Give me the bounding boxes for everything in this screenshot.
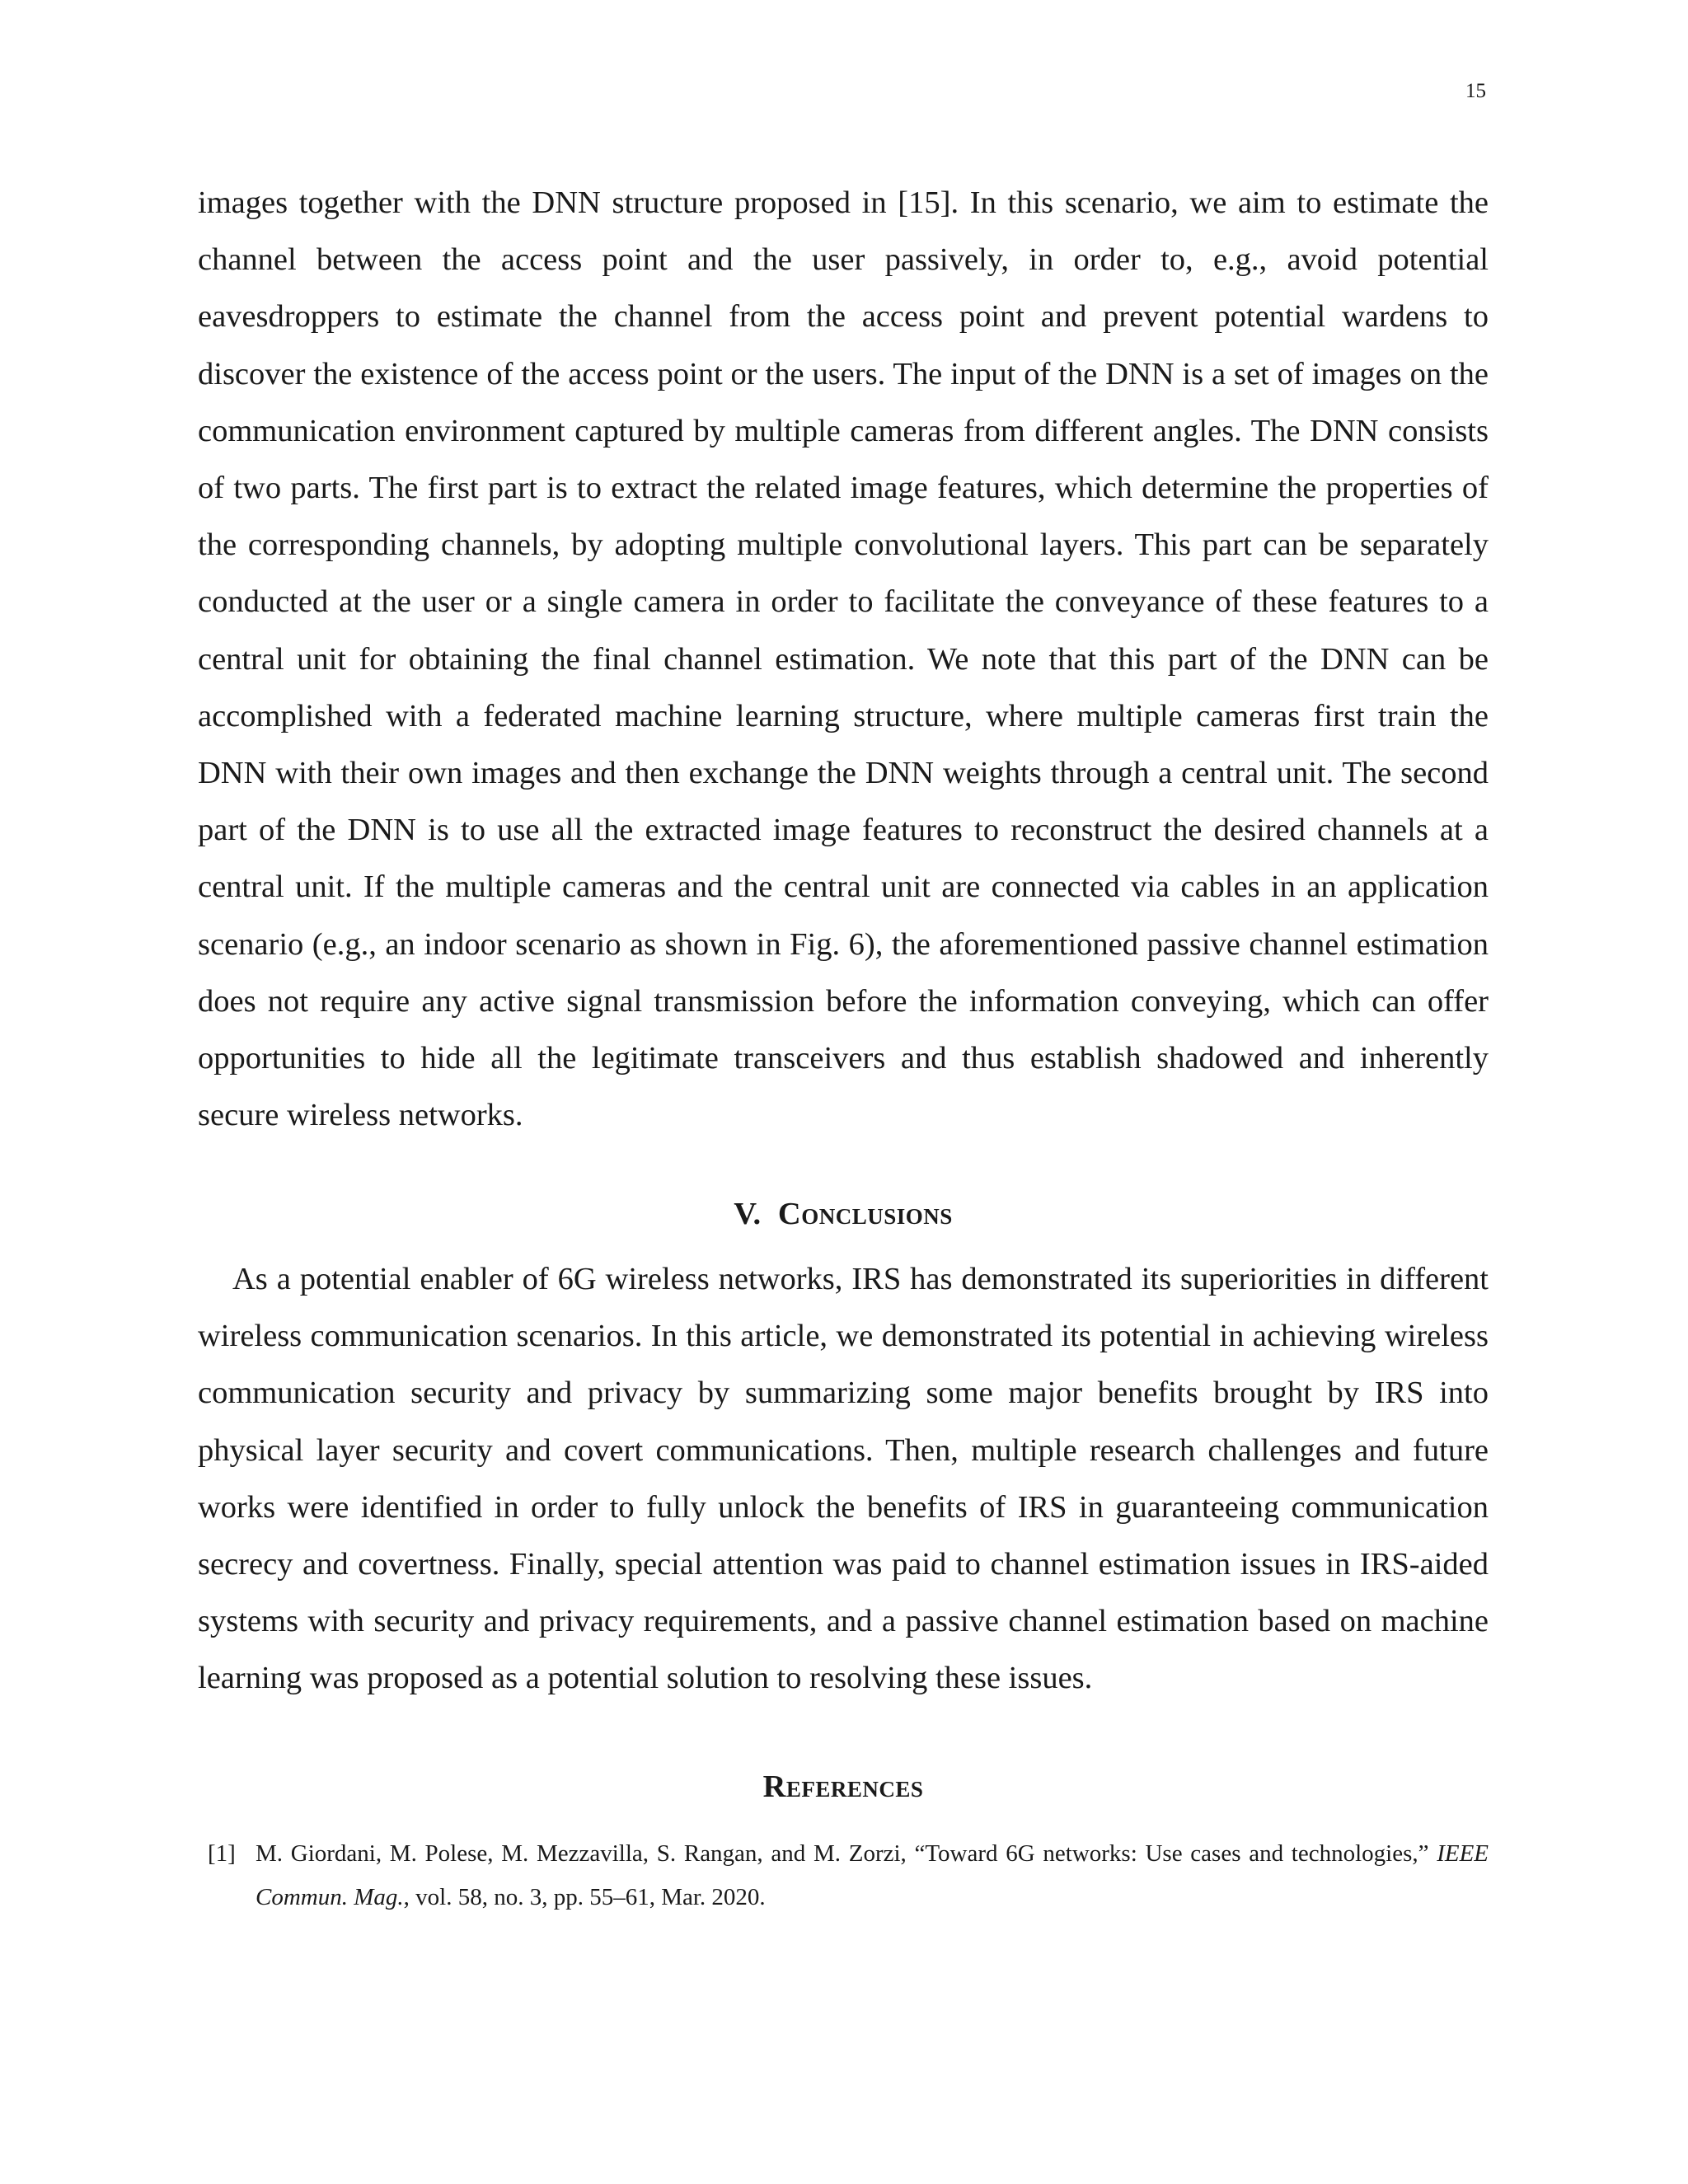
section-heading-conclusions — [198, 1198, 1489, 1230]
reference-venue: IEEE Commun. Mag. — [256, 1840, 1489, 1911]
reference-label: [1] — [208, 1840, 236, 1868]
reference-list — [198, 1832, 1489, 1919]
reference-authors-title: M. Giordani, M. Polese, M. Mezzavilla, S. Rangan, and M. Zorzi, “Toward 6G networks: Use cases and technologies,” — [256, 1840, 1429, 1868]
section-title: References — [762, 1769, 924, 1804]
section-heading-references — [198, 1771, 1489, 1803]
section-number: V. — [734, 1197, 762, 1232]
reference-item — [198, 1832, 1489, 1919]
section-title: Conclusions — [777, 1197, 953, 1232]
page-number: 15 — [1465, 80, 1486, 102]
conclusions-paragraph: As a potential enabler of 6G wireless networks, IRS has demonstrated its superiorities in different wireless communication scenarios. In this article, we demonstrated its potential in achieving wireless communication security and privacy by summarizing some major benefits brought by IRS into physical layer security and covert communications. Then, multiple research challenges and future works were identified in order to fully unlock the benefits of IRS in guaranteeing communication secrecy and covertness. Finally, special attention was paid to channel estimation issues in IRS-aided systems with security and privacy requirements, and a passive channel estimation based on machine learning was proposed as a potential solution to resolving these issues. — [198, 1261, 1489, 1696]
main-column — [198, 175, 1489, 1919]
body-paragraph: images together with the DNN structure proposed in [15]. In this scenario, we aim to estimate the channel between the access point and the user passively, in order to, e.g., avoid potential eavesdroppers to estimate the channel from the access point and prevent potential wardens to discover the existence of the access point or the users. The input of the DNN is a set of images on the communication environment captured by multiple cameras from different angles. The DNN consists of two parts. The first part is to extract the related image features, which determine the properties of the corresponding channels, by adopting multiple convolutional layers. This part can be separately conducted at the user or a single camera in order to facilitate the conveyance of these features to a central unit for obtaining the final channel estimation. We note that this part of the DNN can be accomplished with a federated machine learning structure, where multiple cameras first train the DNN with their own images and then exchange the DNN weights through a central unit. The second part of the DNN is to use all the extracted image features to reconstruct the desired channels at a central unit. If the multiple cameras and the central unit are connected via cables in an application scenario (e.g., an indoor scenario as shown in Fig. 6), the aforementioned passive channel estimation does not require any active signal transmission before the information conveying, which can offer opportunities to hide all the legitimate transceivers and thus establish shadowed and inherently secure wireless networks. — [198, 185, 1489, 1133]
reference-details: , vol. 58, no. 3, pp. 55–61, Mar. 2020. — [403, 1884, 766, 1911]
